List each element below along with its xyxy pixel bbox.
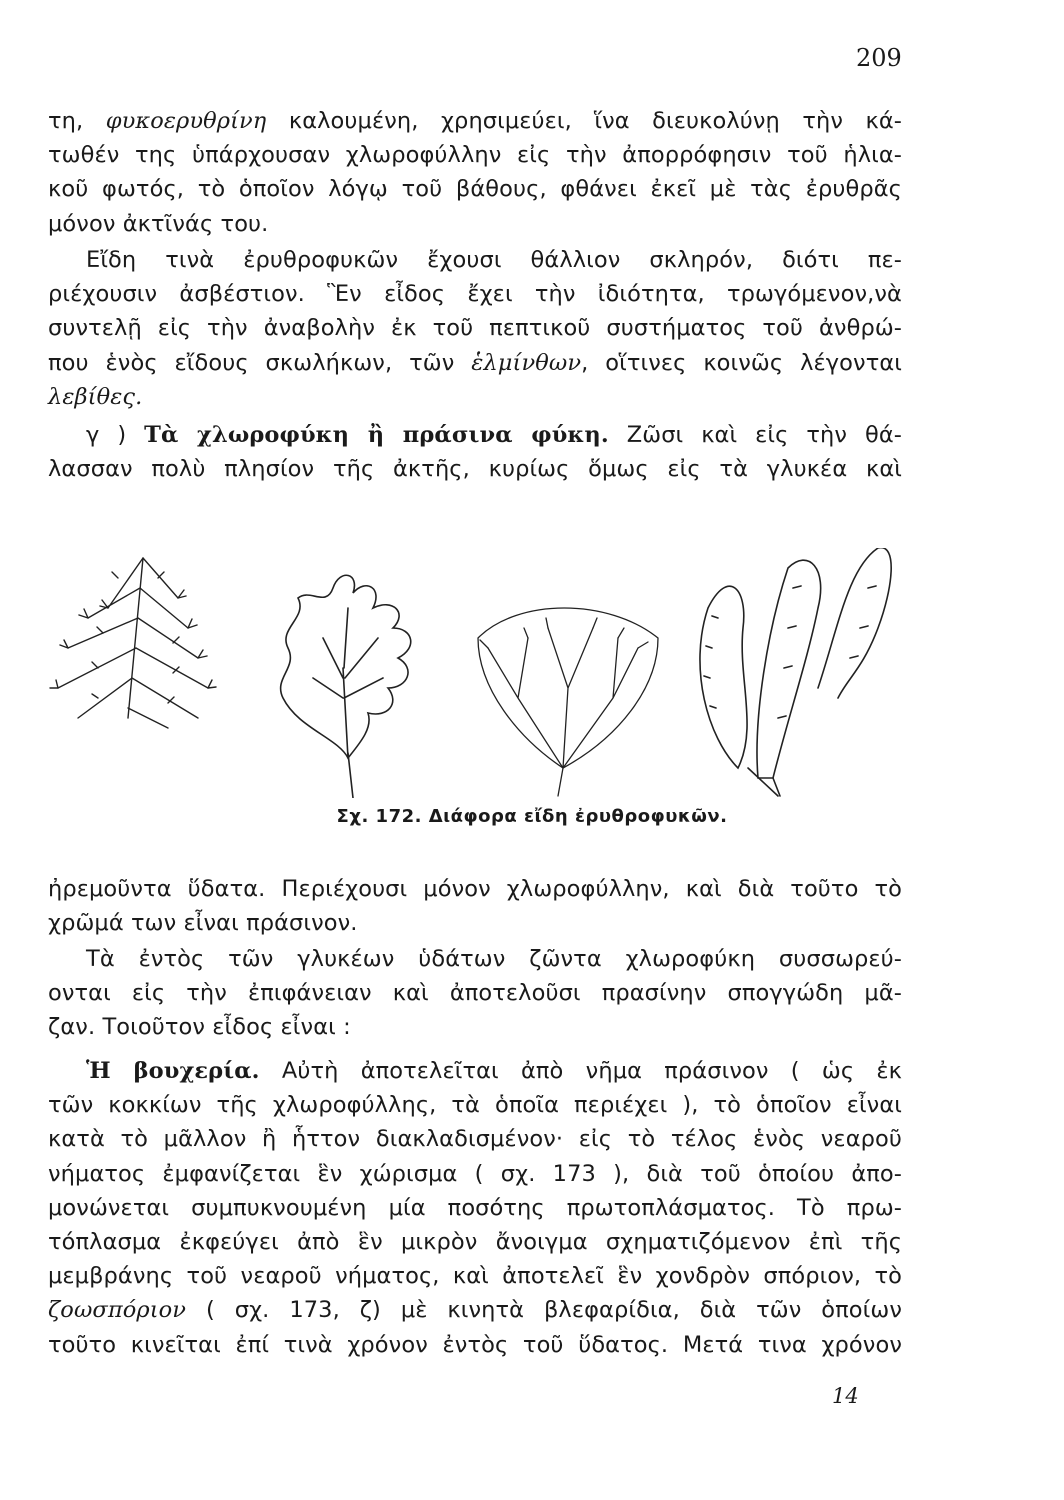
figure-172-red-algae (48, 548, 908, 798)
text-line: κοῦ φωτός, τὸ ὁποῖον λόγῳ τοῦ βάθους, φθάνει ἐκεῖ μὲ τὰς ἐρυθρᾶς (48, 176, 902, 203)
figure-caption: Σχ. 172. Διάφορα εἴδη ἐρυθροφυκῶν. (336, 806, 728, 827)
text-line: ονται εἰς τὴν ἐπιφάνειαν καὶ ἀποτελοῦσι πρασίνην σπογγώδη μᾶ- (48, 980, 902, 1007)
text-line: τη, φυκοερυθρίνη καλουμένη, χρησιμεύει, ἵνα διευκολύνῃ τὴν κά- (48, 108, 902, 134)
text-line: συντελῇ εἰς τὴν ἀναβολὴν ἐκ τοῦ πεπτικοῦ συστήματος τοῦ ἀνθρώ- (48, 315, 902, 342)
paragraph-3 (48, 418, 902, 486)
alga-lobed-frond-illustration (281, 575, 411, 798)
text-line: κατὰ τὸ μᾶλλον ἢ ἧττον διακλαδισμένον· εἰς τὸ τέλος ἑνὸς νεαροῦ (48, 1126, 902, 1153)
text-line: που ἑνὸς εἴδους σκωλήκων, τῶν ἑλμίνθων, οἵτινες κοινῶς λέγονται (48, 349, 902, 376)
italic-term: φυκοερυθρίνη (105, 108, 267, 134)
text-line: τωθέν της ὑπάρχουσαν χλωροφύλλην εἰς τὴν ἀπορρόφησιν τοῦ ἡλια- (48, 142, 902, 169)
text-line: τοῦτο κινεῖται ἐπί τινὰ χρόνον ἐντὸς τοῦ ὕδατος. Μετά τινα χρόνον (48, 1331, 902, 1358)
text-line: λασσαν πολὺ πλησίον τῆς ἀκτῆς, κυρίως ὅμως εἰς τὰ γλυκέα καὶ (48, 456, 902, 483)
text-line: Τὰ ἐντὸς τῶν γλυκέων ὑδάτων ζῶντα χλωροφύκη συσσωρεύ- (86, 946, 902, 972)
paragraph-6 (48, 1054, 902, 1362)
italic-term: ἑλμίνθων (471, 349, 582, 376)
paragraph-1 (48, 104, 902, 241)
alga-fan-shaped-illustration (478, 608, 658, 796)
text-line: ριέχουσιν ἀσβέστιον. Ἓν εἶδος ἔχει τὴν ἰδιότητα, τρωγόμενον,νὰ (48, 281, 902, 308)
text-line: τόπλασμα ἐκφεύγει ἀπὸ ἓν μικρὸν ἄνοιγμα σχηματιζόμενον ἐπὶ τῆς (48, 1229, 902, 1256)
text-line: Εἴδη τινὰ ἐρυθροφυκῶν ἔχουσι θάλλιον σκληρόν, διότι πε- (86, 247, 902, 273)
text-line: μόνον ἀκτῖνάς του. (48, 210, 269, 237)
text-line: ζοωσπόριον ( σχ. 173, ζ) μὲ κινητὰ βλεφαρίδια, διὰ τῶν ὁποίων (48, 1297, 902, 1324)
section-heading: Ἡ βουχερία. (86, 1058, 260, 1084)
paragraph-4 (48, 872, 902, 940)
text-line: μονώνεται συμπυκνουμένη μία ποσότης πρωτοπλάσματος. Τὸ πρω- (48, 1194, 902, 1221)
alga-ribbon-fronds-illustration (700, 548, 891, 796)
paragraph-5 (48, 942, 902, 1045)
italic-term: λεβίθες. (48, 383, 143, 410)
page-number: 209 (856, 44, 902, 72)
italic-term: ζοωσπόριον (48, 1297, 187, 1324)
text-line: χρῶμά των εἶναι πράσινον. (48, 910, 358, 937)
folio-signature: 14 (832, 1384, 859, 1408)
paragraph-2 (48, 243, 902, 414)
text-line: γ ) Τὰ χλωροφύκη ἢ πράσινα φύκη. Ζῶσι καὶ εἰς τὴν θά- (86, 422, 902, 448)
alga-feathery-illustration (50, 558, 216, 728)
text-line: ἠρεμοῦντα ὕδατα. Περιέχουσι μόνον χλωροφύλλην, καὶ διὰ τοῦτο τὸ (48, 876, 902, 902)
text-line: νήματος ἐμφανίζεται ἓν χώρισμα ( σχ. 173 ), διὰ τοῦ ὁποίου ἀπο- (48, 1160, 902, 1187)
text-line: τῶν κοκκίων τῆς χλωροφύλλης, τὰ ὁποῖα περιέχει ), τὸ ὁποῖον εἶναι (48, 1092, 902, 1119)
text-line: μεμβράνης τοῦ νεαροῦ νήματος, καὶ ἀποτελεῖ ἓν χονδρὸν σπόριον, τὸ (48, 1263, 902, 1290)
text-line: Ἡ βουχερία. Αὐτὴ ἀποτελεῖται ἀπὸ νῆμα πράσινον ( ὡς ἐκ (86, 1058, 902, 1084)
section-heading: Τὰ χλωροφύκη ἢ πράσινα φύκη. (144, 422, 609, 448)
text-line: ζαν. Τοιοῦτον εἶδος εἶναι : (48, 1014, 351, 1041)
